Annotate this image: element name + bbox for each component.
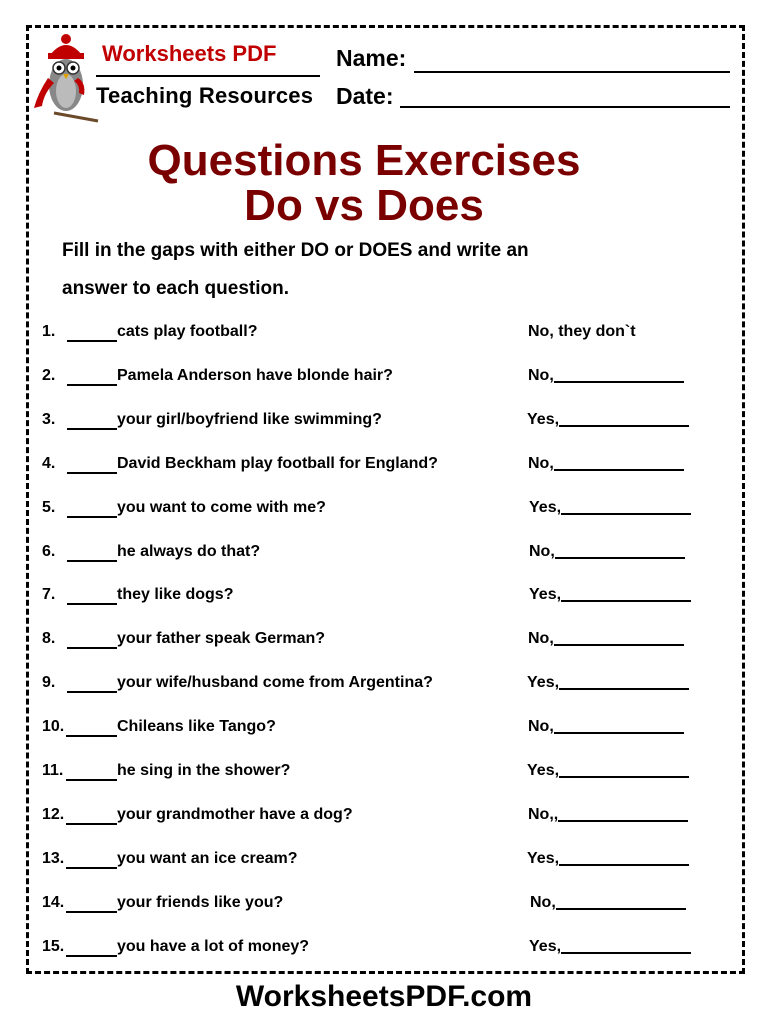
answer-blank[interactable] <box>559 864 689 866</box>
name-label: Name: <box>336 45 407 71</box>
answer-text: Yes, <box>527 674 560 692</box>
answer-blank[interactable] <box>554 644 684 646</box>
answer-blank[interactable] <box>559 688 689 690</box>
answer-prompt <box>529 499 691 517</box>
instructions-line1: Fill in the gaps with either DO or DOES and write an <box>62 240 529 261</box>
do-does-blank[interactable] <box>66 735 117 737</box>
answer-prompt <box>530 894 686 912</box>
brand-divider <box>96 75 320 77</box>
answer-text: No, <box>528 454 554 472</box>
answer-text: Yes, <box>529 586 562 604</box>
answer-blank[interactable] <box>554 469 684 471</box>
question-text: he always do that? <box>117 542 261 560</box>
question-text: your wife/husband come from Argentina? <box>117 674 433 692</box>
question-text: your friends like you? <box>117 893 284 911</box>
question-number: 5. <box>42 498 56 516</box>
answer-blank[interactable] <box>554 381 684 383</box>
brand-title: Worksheets PDF <box>102 41 277 66</box>
question-number: 15. <box>42 937 65 955</box>
do-does-blank[interactable] <box>67 647 117 649</box>
answer-text: Yes, <box>529 498 562 516</box>
answer-text: No, <box>528 630 554 648</box>
do-does-blank[interactable] <box>67 516 117 518</box>
question-number: 13. <box>42 849 65 867</box>
question-number: 10. <box>42 718 65 736</box>
do-does-blank[interactable] <box>66 779 117 781</box>
question-text: David Beckham play football for England? <box>117 454 438 472</box>
answer-text: No, <box>528 718 554 736</box>
question-text: your girl/boyfriend like swimming? <box>117 410 382 428</box>
question-number: 8. <box>42 630 56 648</box>
answer-blank[interactable] <box>558 820 688 822</box>
answer-text: No, <box>529 542 555 560</box>
answer-prompt <box>529 586 691 604</box>
name-field[interactable] <box>414 71 730 73</box>
page-title-line2: Do vs Does <box>244 181 484 230</box>
answer-text: No, <box>528 366 554 384</box>
question-text: you want an ice cream? <box>117 849 298 867</box>
answer-prompt <box>528 718 684 736</box>
question-number: 7. <box>42 586 56 604</box>
question-number: 3. <box>42 410 56 428</box>
answer-text: Yes, <box>527 849 560 867</box>
question-text: he sing in the shower? <box>117 762 291 779</box>
do-does-blank[interactable] <box>67 384 117 386</box>
do-does-blank[interactable] <box>67 603 117 605</box>
answer-text: Yes, <box>529 937 562 955</box>
do-does-blank[interactable] <box>67 472 117 474</box>
answer-blank[interactable] <box>561 600 691 602</box>
answer-prompt <box>529 543 685 561</box>
question-text: your father speak German? <box>117 630 326 648</box>
answer-blank[interactable] <box>555 557 685 559</box>
question-number: 9. <box>42 674 56 692</box>
answer-text: Yes, <box>527 410 560 428</box>
do-does-blank[interactable] <box>66 867 117 869</box>
answer-prompt <box>528 323 636 341</box>
answer-text: No,, <box>528 805 559 823</box>
do-does-blank[interactable] <box>66 823 117 825</box>
do-does-blank[interactable] <box>67 428 117 430</box>
answer-blank[interactable] <box>559 425 689 427</box>
answer-prompt <box>528 455 684 473</box>
answer-blank[interactable] <box>561 952 691 954</box>
answer-prompt <box>528 367 684 385</box>
question-text: they like dogs? <box>117 586 234 604</box>
question-number: 1. <box>42 323 56 340</box>
question-text: your grandmother have a dog? <box>117 805 353 823</box>
do-does-blank[interactable] <box>67 691 117 693</box>
answer-prompt <box>527 411 689 429</box>
answer-text: No, <box>530 893 556 911</box>
brand-subtitle: Teaching Resources <box>96 83 314 108</box>
instructions-line2: answer to each question. <box>62 278 289 299</box>
question-text: cats play football? <box>117 323 258 340</box>
question-number: 2. <box>42 366 56 384</box>
footer-website: WorksheetsPDF.com <box>235 980 533 1013</box>
answer-blank[interactable] <box>561 513 691 515</box>
answer-blank[interactable] <box>556 908 686 910</box>
owl-mascot-icon <box>32 33 102 123</box>
do-does-blank[interactable] <box>66 911 117 913</box>
question-number: 11. <box>42 762 64 779</box>
page-title-line1: Questions Exercises <box>147 136 581 185</box>
answer-prompt <box>528 806 688 824</box>
question-text: Pamela Anderson have blonde hair? <box>117 366 393 384</box>
question-number: 4. <box>42 454 56 472</box>
question-number: 12. <box>42 805 65 823</box>
do-does-blank[interactable] <box>67 560 117 562</box>
answer-blank[interactable] <box>554 732 684 734</box>
answer-prompt <box>527 762 689 780</box>
date-field[interactable] <box>400 106 730 108</box>
answer-text: No, they don`t <box>528 323 636 340</box>
question-number: 14. <box>42 893 65 911</box>
do-does-blank[interactable] <box>67 340 117 342</box>
question-text: you want to come with me? <box>117 498 326 516</box>
answer-prompt <box>528 630 684 648</box>
answer-prompt <box>527 850 689 868</box>
date-label: Date: <box>336 83 394 109</box>
do-does-blank[interactable] <box>66 955 117 957</box>
answer-prompt <box>529 938 691 956</box>
answer-prompt <box>527 674 689 692</box>
answer-blank[interactable] <box>559 776 689 778</box>
question-text: you have a lot of money? <box>117 937 310 955</box>
question-text: Chileans like Tango? <box>117 718 276 736</box>
answer-text: Yes, <box>527 762 560 779</box>
question-number: 6. <box>42 542 56 560</box>
